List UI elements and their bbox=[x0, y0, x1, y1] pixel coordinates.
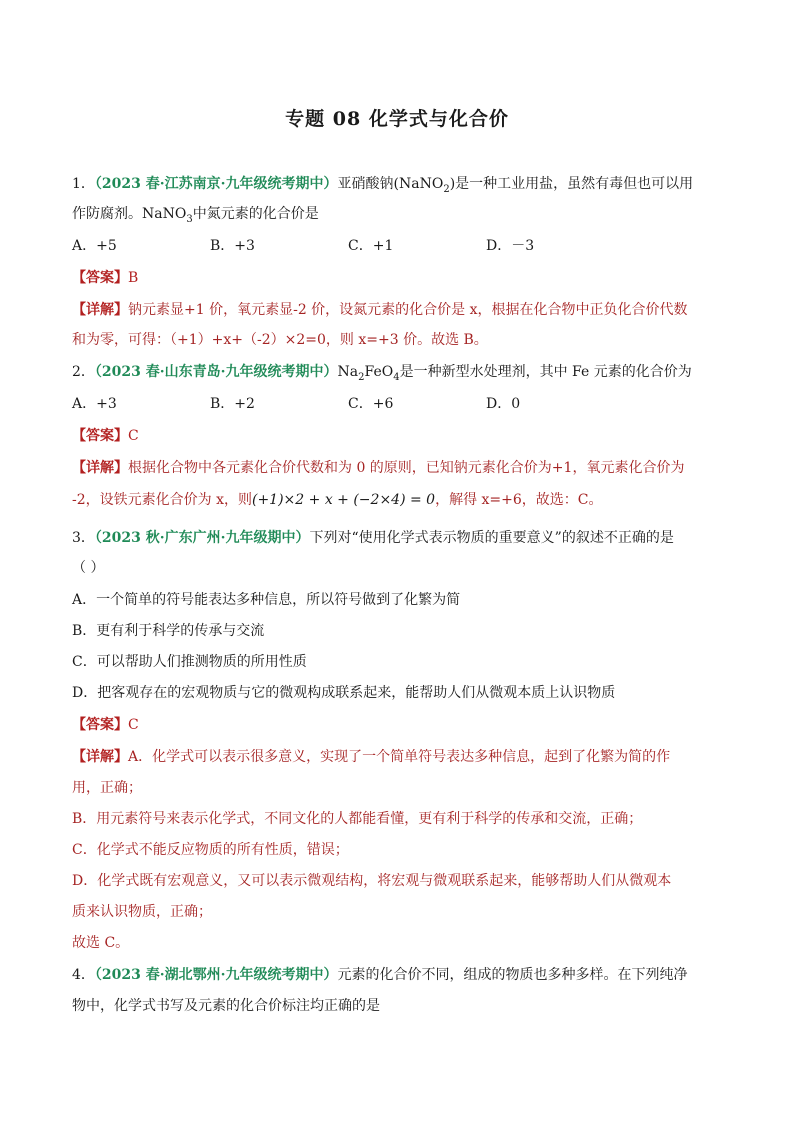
q1-detail-line1: 【详解】钠元素显+1 价，氧元素显-2 价，设氮元素的化合价是 x，根据在化合物中正负化合价代数 bbox=[72, 302, 688, 318]
q1-answer-value: B bbox=[128, 270, 139, 286]
q3-detail-line1: 【详解】A．化学式可以表示很多意义，实现了一个简单符号表达多种信息，起到了化繁为简的作 bbox=[72, 749, 671, 765]
q2-detail-line2: -2，设铁元素化合价为 x，则(+1)×2 + x + (−2×4) = 0，解得 x=+6，故选：C。 bbox=[72, 492, 603, 508]
q3-detail-line6: 质来认识物质，正确； bbox=[72, 904, 212, 920]
detail-label: 【详解】 bbox=[72, 302, 128, 318]
q2-option-d: D．0 bbox=[486, 396, 521, 412]
q1-option-b: B．+3 bbox=[210, 238, 255, 254]
q2-option-c: C．+6 bbox=[348, 396, 394, 412]
q2-option-b: B．+2 bbox=[210, 396, 255, 412]
q3-option-b: B．更有利于科学的传承与交流 bbox=[72, 623, 265, 639]
q2-option-a: A．+3 bbox=[72, 396, 117, 412]
q3-answer bbox=[72, 715, 139, 735]
page-title: 专题 08 化学式与化合价 bbox=[285, 108, 509, 130]
q1-detail-line2: 和为零，可得：（+1）+x+（-2）×2=0，则 x=+3 价。故选 B。 bbox=[72, 332, 488, 348]
q3-detail-line3: B．用元素符号来表示化学式，不同文化的人都能看懂，更有利于科学的传承和交流，正确； bbox=[72, 811, 643, 827]
q3-answer-blank: （ ） bbox=[72, 560, 105, 576]
q4-source: （2023 春·湖北鄂州·九年级统考期中） bbox=[94, 967, 338, 983]
q4-number: 4． bbox=[72, 967, 95, 983]
q3-source: （2023 秋·广东广州·九年级期中） bbox=[94, 530, 310, 546]
q3-option-d: D．把客观存在的宏观物质与它的微观构成联系起来，能帮助人们从微观本质上认识物质 bbox=[72, 685, 616, 701]
q1-options bbox=[72, 236, 722, 256]
q2-answer bbox=[72, 426, 139, 446]
q2-detail-line1: 【详解】根据化合物中各元素化合价代数和为 0 的原则，已知钠元素化合价为+1，氧元素化合价为 bbox=[72, 460, 685, 476]
q4-stem-line2: 物中，化学式书写及元素的化合价标注均正确的是 bbox=[72, 998, 380, 1014]
q3-option-a: A．一个简单的符号能表达多种信息，所以符号做到了化繁为简 bbox=[72, 592, 461, 608]
q4-stem-line1: 4．（2023 春·湖北鄂州·九年级统考期中）元素的化合价不同，组成的物质也多种多样。在下列纯净 bbox=[72, 967, 688, 983]
q2-stem-line1: 2．（2023 春·山东青岛·九年级统考期中）$Na_2FeO_4$是一种新型水处理剂，其中 Fe 元素的化合价为 bbox=[72, 364, 692, 383]
q1-source: （2023 春·江苏南京·九年级统考期中） bbox=[94, 176, 338, 192]
q1-number: 1． bbox=[72, 176, 95, 192]
q3-detail-line7: 故选 C。 bbox=[72, 935, 130, 951]
answer-label: 【答案】 bbox=[72, 717, 128, 733]
q3-option-c: C．可以帮助人们推测物质的所用性质 bbox=[72, 654, 307, 670]
q2-options bbox=[72, 394, 722, 414]
q1-stem-line2: 作防腐剂。NaNO$_3$中氮元素的化合价是 bbox=[72, 206, 319, 225]
q2-equation: (+1)×2 + x + (−2×4) = 0 bbox=[251, 492, 436, 508]
q1-stem-line1: 1．（2023 春·江苏南京·九年级统考期中）亚硝酸钠(NaNO$_2$)是一种工业用盐，虽然有毒但也可以用 bbox=[72, 176, 694, 195]
q3-answer-value: C bbox=[128, 717, 139, 733]
detail-label: 【详解】 bbox=[72, 749, 128, 765]
q2-number: 2． bbox=[72, 364, 95, 380]
answer-label: 【答案】 bbox=[72, 428, 128, 444]
q2-answer-value: C bbox=[128, 428, 139, 444]
q3-detail-line5: D．化学式既有宏观意义，又可以表示微观结构，将宏观与微观联系起来，能够帮助人们从微观本 bbox=[72, 873, 672, 889]
q1-option-c: C．+1 bbox=[348, 238, 394, 254]
answer-label: 【答案】 bbox=[72, 270, 128, 286]
q1-option-a: A．+5 bbox=[72, 238, 117, 254]
q2-source: （2023 春·山东青岛·九年级统考期中） bbox=[94, 364, 338, 380]
q1-answer bbox=[72, 268, 138, 288]
detail-label: 【详解】 bbox=[72, 460, 128, 476]
q3-detail-line2: 用，正确； bbox=[72, 780, 142, 796]
q3-stem-line1: 3．（2023 秋·广东广州·九年级期中）下列对“使用化学式表示物质的重要意义”的叙述不正确的是 bbox=[72, 530, 674, 546]
q3-detail-line4: C．化学式不能反应物质的所有性质，错误； bbox=[72, 842, 349, 858]
q3-number: 3． bbox=[72, 530, 95, 546]
q1-option-d: D．－3 bbox=[486, 238, 535, 254]
